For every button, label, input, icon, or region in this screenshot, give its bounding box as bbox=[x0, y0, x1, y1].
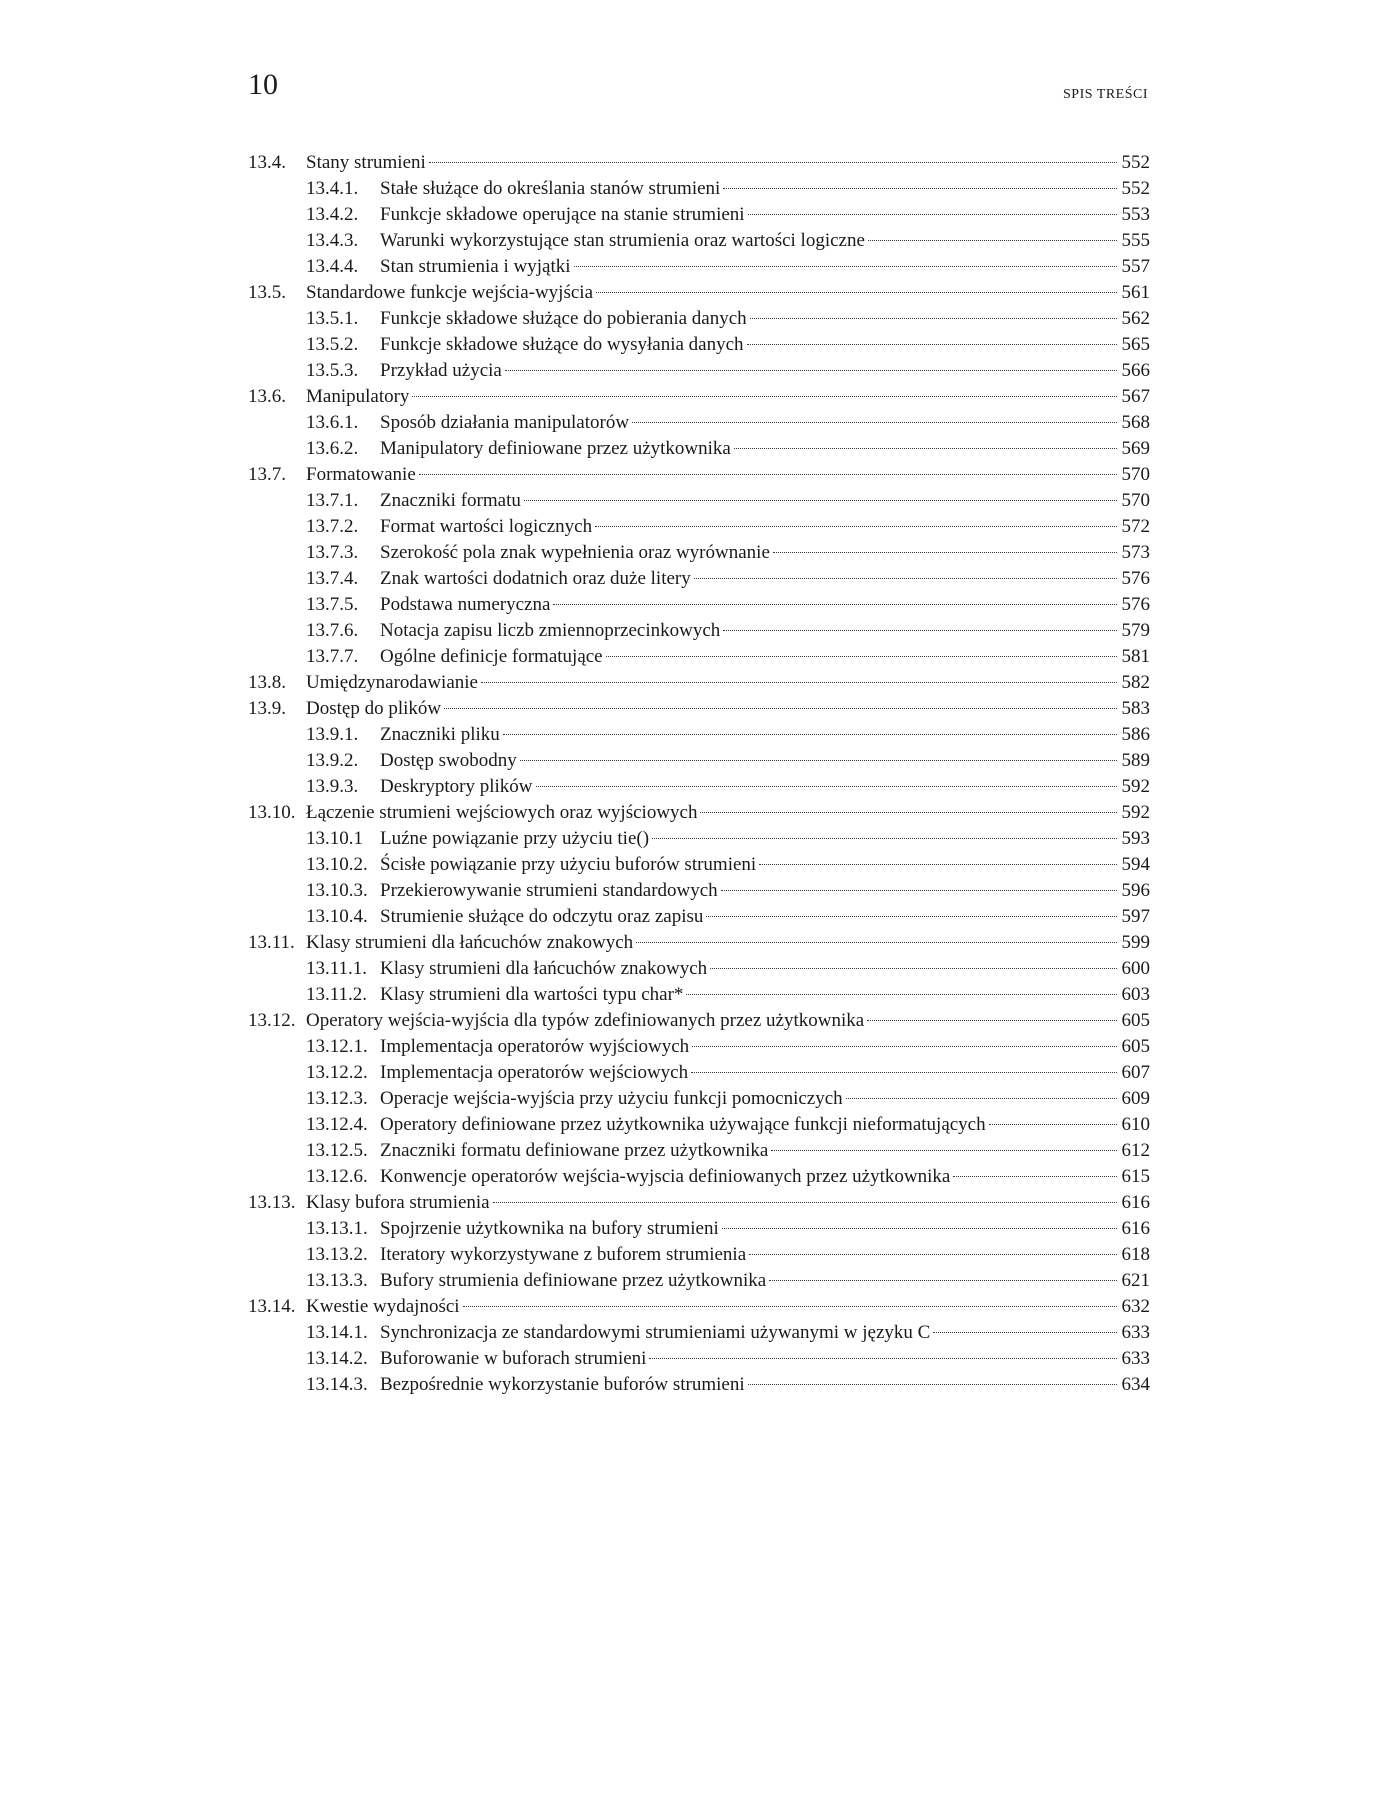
dot-leader bbox=[846, 1098, 1117, 1099]
toc-entry-title: Operatory wejścia-wyjścia dla typów zdefiniowanych przez użytkownika bbox=[306, 1010, 865, 1031]
toc-entry-number: 13.9.1. bbox=[306, 724, 359, 745]
toc-entry-title: Funkcje składowe operujące na stanie strumieni bbox=[380, 204, 745, 225]
toc-entry-page: 621 bbox=[1121, 1270, 1150, 1291]
toc-entry-page: 609 bbox=[1121, 1088, 1150, 1109]
toc-entry-page: 616 bbox=[1121, 1192, 1150, 1213]
toc-entry-page: 581 bbox=[1121, 646, 1150, 667]
dot-leader bbox=[700, 812, 1117, 813]
toc-entry bbox=[248, 228, 1150, 254]
toc-entry-number: 13.4.2. bbox=[306, 204, 359, 225]
dot-leader bbox=[759, 864, 1117, 865]
dot-leader bbox=[706, 916, 1117, 917]
dot-leader bbox=[723, 630, 1117, 631]
toc-entry-number: 13.4.1. bbox=[306, 178, 359, 199]
toc-entry bbox=[248, 592, 1150, 618]
toc-entry-page: 586 bbox=[1121, 724, 1150, 745]
toc-entry-page: 605 bbox=[1121, 1036, 1150, 1057]
toc-entry bbox=[248, 1008, 1150, 1034]
toc-entry-title: Deskryptory plików bbox=[380, 776, 533, 797]
toc-entry-number: 13.12. bbox=[248, 1010, 296, 1031]
dot-leader bbox=[412, 396, 1117, 397]
toc-entry-number: 13.7.6. bbox=[306, 620, 359, 641]
toc-entry-number: 13.13. bbox=[248, 1192, 296, 1213]
toc-entry-title: Format wartości logicznych bbox=[380, 516, 593, 537]
toc-entry-page: 555 bbox=[1121, 230, 1150, 251]
toc-entry bbox=[248, 540, 1150, 566]
toc-entry bbox=[248, 566, 1150, 592]
dot-leader bbox=[463, 1306, 1117, 1307]
toc-entry-number: 13.11.2. bbox=[306, 984, 368, 1005]
toc-entry-page: 633 bbox=[1121, 1348, 1150, 1369]
toc-entry-number: 13.12.4. bbox=[306, 1114, 368, 1135]
toc-entry-title: Funkcje składowe służące do pobierania danych bbox=[380, 308, 747, 329]
toc-entry bbox=[248, 748, 1150, 774]
toc-entry-page: 599 bbox=[1121, 932, 1150, 953]
toc-entry-page: 603 bbox=[1121, 984, 1150, 1005]
toc-entry-page: 596 bbox=[1121, 880, 1150, 901]
toc-entry-page: 592 bbox=[1121, 776, 1150, 797]
toc-entry-title: Manipulatory bbox=[306, 386, 410, 407]
toc-entry bbox=[248, 358, 1150, 384]
toc-entry-title: Operatory definiowane przez użytkownika używające funkcji nieformatujących bbox=[380, 1114, 986, 1135]
toc-entry bbox=[248, 514, 1150, 540]
toc-entry-number: 13.14.3. bbox=[306, 1374, 368, 1395]
toc-entry-title: Przykład użycia bbox=[380, 360, 502, 381]
dot-leader bbox=[734, 448, 1117, 449]
toc-entry-title: Spojrzenie użytkownika na bufory strumieni bbox=[380, 1218, 719, 1239]
toc-entry-number: 13.10.4. bbox=[306, 906, 368, 927]
toc-entry bbox=[248, 280, 1150, 306]
toc-entry-page: 573 bbox=[1121, 542, 1150, 563]
toc-entry-page: 576 bbox=[1121, 568, 1150, 589]
dot-leader bbox=[649, 1358, 1117, 1359]
toc-entry-page: 568 bbox=[1121, 412, 1150, 433]
toc-entry-number: 13.5. bbox=[248, 282, 286, 303]
dot-leader bbox=[692, 1046, 1117, 1047]
toc-entry bbox=[248, 1372, 1150, 1398]
dot-leader bbox=[771, 1150, 1117, 1151]
toc-entry-page: 552 bbox=[1121, 152, 1150, 173]
toc-entry bbox=[248, 1190, 1150, 1216]
dot-leader bbox=[989, 1124, 1117, 1125]
dot-leader bbox=[748, 1384, 1117, 1385]
dot-leader bbox=[503, 734, 1117, 735]
toc-entry-number: 13.14. bbox=[248, 1296, 296, 1317]
toc-entry bbox=[248, 1268, 1150, 1294]
toc-entry-page: 562 bbox=[1121, 308, 1150, 329]
dot-leader bbox=[933, 1332, 1117, 1333]
toc-entry-number: 13.9. bbox=[248, 698, 286, 719]
dot-leader bbox=[636, 942, 1117, 943]
toc-entry-number: 13.7.1. bbox=[306, 490, 359, 511]
toc-entry-page: 553 bbox=[1121, 204, 1150, 225]
dot-leader bbox=[505, 370, 1117, 371]
toc-entry bbox=[248, 1138, 1150, 1164]
toc-entry-title: Klasy strumieni dla łańcuchów znakowych bbox=[306, 932, 634, 953]
toc-entry-page: 570 bbox=[1121, 464, 1150, 485]
toc-entry-title: Stany strumieni bbox=[306, 152, 426, 173]
toc-entry-page: 633 bbox=[1121, 1322, 1150, 1343]
toc-entry-page: 570 bbox=[1121, 490, 1150, 511]
toc-entry-number: 13.10.2. bbox=[306, 854, 368, 875]
dot-leader bbox=[553, 604, 1117, 605]
toc-entry-number: 13.7.2. bbox=[306, 516, 359, 537]
toc-entry-title: Przekierowywanie strumieni standardowych bbox=[380, 880, 718, 901]
toc-entry-page: 583 bbox=[1121, 698, 1150, 719]
toc-entry-page: 618 bbox=[1121, 1244, 1150, 1265]
toc-entry bbox=[248, 618, 1150, 644]
toc-entry bbox=[248, 670, 1150, 696]
toc-entry bbox=[248, 1242, 1150, 1268]
running-head: SPIS TREŚCI bbox=[1063, 87, 1148, 102]
toc-entry-page: 567 bbox=[1121, 386, 1150, 407]
toc-entry bbox=[248, 930, 1150, 956]
page-number: 10 bbox=[248, 68, 278, 101]
toc-entry-number: 13.7.7. bbox=[306, 646, 359, 667]
toc-entry-number: 13.9.3. bbox=[306, 776, 359, 797]
toc-entry bbox=[248, 1112, 1150, 1138]
toc-entry-title: Iteratory wykorzystywane z buforem strumienia bbox=[380, 1244, 747, 1265]
dot-leader bbox=[574, 266, 1117, 267]
toc-entry bbox=[248, 1320, 1150, 1346]
toc-entry bbox=[248, 488, 1150, 514]
toc-entry bbox=[248, 1294, 1150, 1320]
toc-entry-page: 616 bbox=[1121, 1218, 1150, 1239]
dot-leader bbox=[429, 162, 1117, 163]
toc-entry-number: 13.11.1. bbox=[306, 958, 368, 979]
toc-entry-page: 557 bbox=[1121, 256, 1150, 277]
dot-leader bbox=[750, 318, 1117, 319]
toc-entry-title: Dostęp do plików bbox=[306, 698, 442, 719]
toc-entry bbox=[248, 462, 1150, 488]
toc-entry-number: 13.5.3. bbox=[306, 360, 359, 381]
toc-entry-title: Manipulatory definiowane przez użytkownika bbox=[380, 438, 731, 459]
toc-entry-page: 634 bbox=[1121, 1374, 1150, 1395]
toc-entry-number: 13.10. bbox=[248, 802, 296, 823]
toc-entry-title: Ogólne definicje formatujące bbox=[380, 646, 603, 667]
toc-entry-number: 13.5.2. bbox=[306, 334, 359, 355]
toc-entry-number: 13.10.3. bbox=[306, 880, 368, 901]
toc-entry-number: 13.13.3. bbox=[306, 1270, 368, 1291]
dot-leader bbox=[867, 1020, 1117, 1021]
dot-leader bbox=[694, 578, 1117, 579]
toc-entry-number: 13.12.2. bbox=[306, 1062, 368, 1083]
toc-entry-number: 13.6. bbox=[248, 386, 286, 407]
toc-entry-number: 13.13.2. bbox=[306, 1244, 368, 1265]
toc-entry-title: Łączenie strumieni wejściowych oraz wyjściowych bbox=[306, 802, 698, 823]
toc-entry-number: 13.5.1. bbox=[306, 308, 359, 329]
dot-leader bbox=[524, 500, 1117, 501]
toc-entry-title: Klasy bufora strumienia bbox=[306, 1192, 490, 1213]
dot-leader bbox=[652, 838, 1117, 839]
toc-entry-title: Luźne powiązanie przy użyciu tie() bbox=[380, 828, 650, 849]
toc-entry bbox=[248, 904, 1150, 930]
toc-entry-title: Klasy strumieni dla łańcuchów znakowych bbox=[380, 958, 708, 979]
toc-entry-page: 600 bbox=[1121, 958, 1150, 979]
dot-leader bbox=[520, 760, 1117, 761]
toc-entry bbox=[248, 410, 1150, 436]
toc-entry bbox=[248, 1034, 1150, 1060]
toc-entry-number: 13.8. bbox=[248, 672, 286, 693]
toc-entry-number: 13.12.1. bbox=[306, 1036, 368, 1057]
toc-entry-page: 632 bbox=[1121, 1296, 1150, 1317]
toc-entry-number: 13.4.3. bbox=[306, 230, 359, 251]
toc-entry bbox=[248, 1060, 1150, 1086]
dot-leader bbox=[721, 890, 1117, 891]
toc-entry bbox=[248, 176, 1150, 202]
toc-entry-title: Sposób działania manipulatorów bbox=[380, 412, 630, 433]
toc-entry-number: 13.4.4. bbox=[306, 256, 359, 277]
toc-entry-title: Stan strumienia i wyjątki bbox=[380, 256, 571, 277]
toc-entry-title: Notacja zapisu liczb zmiennoprzecinkowych bbox=[380, 620, 721, 641]
toc-entry-title: Znak wartości dodatnich oraz duże litery bbox=[380, 568, 691, 589]
toc-entry-number: 13.7.4. bbox=[306, 568, 359, 589]
toc-entry-page: 593 bbox=[1121, 828, 1150, 849]
toc-entry-number: 13.6.1. bbox=[306, 412, 359, 433]
toc-entry bbox=[248, 150, 1150, 176]
toc-entry-title: Operacje wejścia-wyjścia przy użyciu funkcji pomocniczych bbox=[380, 1088, 843, 1109]
toc-entry-title: Szerokość pola znak wypełnienia oraz wyrównanie bbox=[380, 542, 770, 563]
toc-entry-page: 579 bbox=[1121, 620, 1150, 641]
toc-entry-title: Strumienie służące do odczytu oraz zapisu bbox=[380, 906, 704, 927]
dot-leader bbox=[769, 1280, 1117, 1281]
toc-entry bbox=[248, 332, 1150, 358]
dot-leader bbox=[749, 1254, 1117, 1255]
toc-entry-title: Formatowanie bbox=[306, 464, 416, 485]
toc-entry bbox=[248, 1346, 1150, 1372]
toc-entry-number: 13.4. bbox=[248, 152, 286, 173]
dot-leader bbox=[536, 786, 1117, 787]
dot-leader bbox=[632, 422, 1117, 423]
toc-entry bbox=[248, 722, 1150, 748]
toc-entry-page: 592 bbox=[1121, 802, 1150, 823]
toc-entry-title: Umiędzynarodawianie bbox=[306, 672, 478, 693]
dot-leader bbox=[723, 188, 1117, 189]
dot-leader bbox=[493, 1202, 1117, 1203]
toc-entry-page: 552 bbox=[1121, 178, 1150, 199]
toc-entry-title: Znaczniki pliku bbox=[380, 724, 500, 745]
toc-entry-page: 610 bbox=[1121, 1114, 1150, 1135]
toc-entry-page: 594 bbox=[1121, 854, 1150, 875]
toc-entry-title: Znaczniki formatu bbox=[380, 490, 521, 511]
toc-entry-page: 561 bbox=[1121, 282, 1150, 303]
dot-leader bbox=[686, 994, 1117, 995]
dot-leader bbox=[868, 240, 1117, 241]
toc-entry-number: 13.12.5. bbox=[306, 1140, 368, 1161]
toc-entry-title: Implementacja operatorów wejściowych bbox=[380, 1062, 689, 1083]
toc-entry-title: Kwestie wydajności bbox=[306, 1296, 460, 1317]
toc-entry-title: Stałe służące do określania stanów strumieni bbox=[380, 178, 721, 199]
dot-leader bbox=[444, 708, 1117, 709]
toc-entry bbox=[248, 1164, 1150, 1190]
toc-entry-title: Synchronizacja ze standardowymi strumieniami używanymi w języku C bbox=[380, 1322, 931, 1343]
dot-leader bbox=[710, 968, 1117, 969]
toc-entry bbox=[248, 774, 1150, 800]
toc-entry-number: 13.7.5. bbox=[306, 594, 359, 615]
toc-entry bbox=[248, 436, 1150, 462]
dot-leader bbox=[773, 552, 1117, 553]
dot-leader bbox=[691, 1072, 1117, 1073]
toc-entry bbox=[248, 254, 1150, 280]
toc-entry-title: Podstawa numeryczna bbox=[380, 594, 551, 615]
toc-entry-title: Standardowe funkcje wejścia-wyjścia bbox=[306, 282, 594, 303]
toc-entry bbox=[248, 826, 1150, 852]
toc-entry-page: 576 bbox=[1121, 594, 1150, 615]
toc-entry-number: 13.7.3. bbox=[306, 542, 359, 563]
toc-entry bbox=[248, 852, 1150, 878]
toc-entry bbox=[248, 202, 1150, 228]
toc-entry bbox=[248, 1216, 1150, 1242]
toc-entry-title: Klasy strumieni dla wartości typu char* bbox=[380, 984, 684, 1005]
toc-entry bbox=[248, 384, 1150, 410]
toc-entry bbox=[248, 1086, 1150, 1112]
toc-entry-title: Warunki wykorzystujące stan strumienia oraz wartości logiczne bbox=[380, 230, 865, 251]
toc-entry-page: 572 bbox=[1121, 516, 1150, 537]
toc-entry-page: 597 bbox=[1121, 906, 1150, 927]
toc-entry-number: 13.13.1. bbox=[306, 1218, 368, 1239]
dot-leader bbox=[747, 344, 1117, 345]
toc-entry bbox=[248, 956, 1150, 982]
toc-entry-page: 607 bbox=[1121, 1062, 1150, 1083]
toc-entry bbox=[248, 696, 1150, 722]
toc-entry-title: Funkcje składowe służące do wysyłania danych bbox=[380, 334, 744, 355]
dot-leader bbox=[596, 292, 1117, 293]
toc-entry-title: Ścisłe powiązanie przy użyciu buforów strumieni bbox=[380, 854, 757, 875]
toc-entry-page: 582 bbox=[1121, 672, 1150, 693]
toc-entry-title: Implementacja operatorów wyjściowych bbox=[380, 1036, 690, 1057]
toc-entry-title: Dostęp swobodny bbox=[380, 750, 517, 771]
toc-entry bbox=[248, 878, 1150, 904]
dot-leader bbox=[748, 214, 1117, 215]
toc-entry-page: 566 bbox=[1121, 360, 1150, 381]
dot-leader bbox=[953, 1176, 1117, 1177]
toc-entry bbox=[248, 982, 1150, 1008]
toc-entry-number: 13.11. bbox=[248, 932, 295, 953]
table-of-contents bbox=[248, 150, 1150, 1398]
toc-entry-number: 13.12.3. bbox=[306, 1088, 368, 1109]
toc-entry-page: 565 bbox=[1121, 334, 1150, 355]
dot-leader bbox=[481, 682, 1117, 683]
dot-leader bbox=[606, 656, 1117, 657]
toc-entry-title: Konwencje operatorów wejścia-wyjscia definiowanych przez użytkownika bbox=[380, 1166, 951, 1187]
toc-entry-page: 612 bbox=[1121, 1140, 1150, 1161]
toc-entry bbox=[248, 644, 1150, 670]
toc-entry-page: 569 bbox=[1121, 438, 1150, 459]
toc-entry-page: 605 bbox=[1121, 1010, 1150, 1031]
dot-leader bbox=[595, 526, 1117, 527]
toc-entry-title: Znaczniki formatu definiowane przez użytkownika bbox=[380, 1140, 769, 1161]
dot-leader bbox=[419, 474, 1117, 475]
toc-entry-page: 589 bbox=[1121, 750, 1150, 771]
toc-entry-number: 13.6.2. bbox=[306, 438, 359, 459]
toc-entry-title: Buforowanie w buforach strumieni bbox=[380, 1348, 647, 1369]
toc-entry-number: 13.7. bbox=[248, 464, 286, 485]
toc-entry-number: 13.14.1. bbox=[306, 1322, 368, 1343]
toc-entry bbox=[248, 800, 1150, 826]
toc-entry bbox=[248, 306, 1150, 332]
toc-entry-number: 13.9.2. bbox=[306, 750, 359, 771]
toc-entry-page: 615 bbox=[1121, 1166, 1150, 1187]
toc-entry-number: 13.14.2. bbox=[306, 1348, 368, 1369]
dot-leader bbox=[722, 1228, 1117, 1229]
toc-entry-number: 13.12.6. bbox=[306, 1166, 368, 1187]
toc-entry-title: Bufory strumienia definiowane przez użytkownika bbox=[380, 1270, 767, 1291]
toc-entry-number: 13.10.1 bbox=[306, 828, 363, 849]
toc-entry-title: Bezpośrednie wykorzystanie buforów strumieni bbox=[380, 1374, 745, 1395]
